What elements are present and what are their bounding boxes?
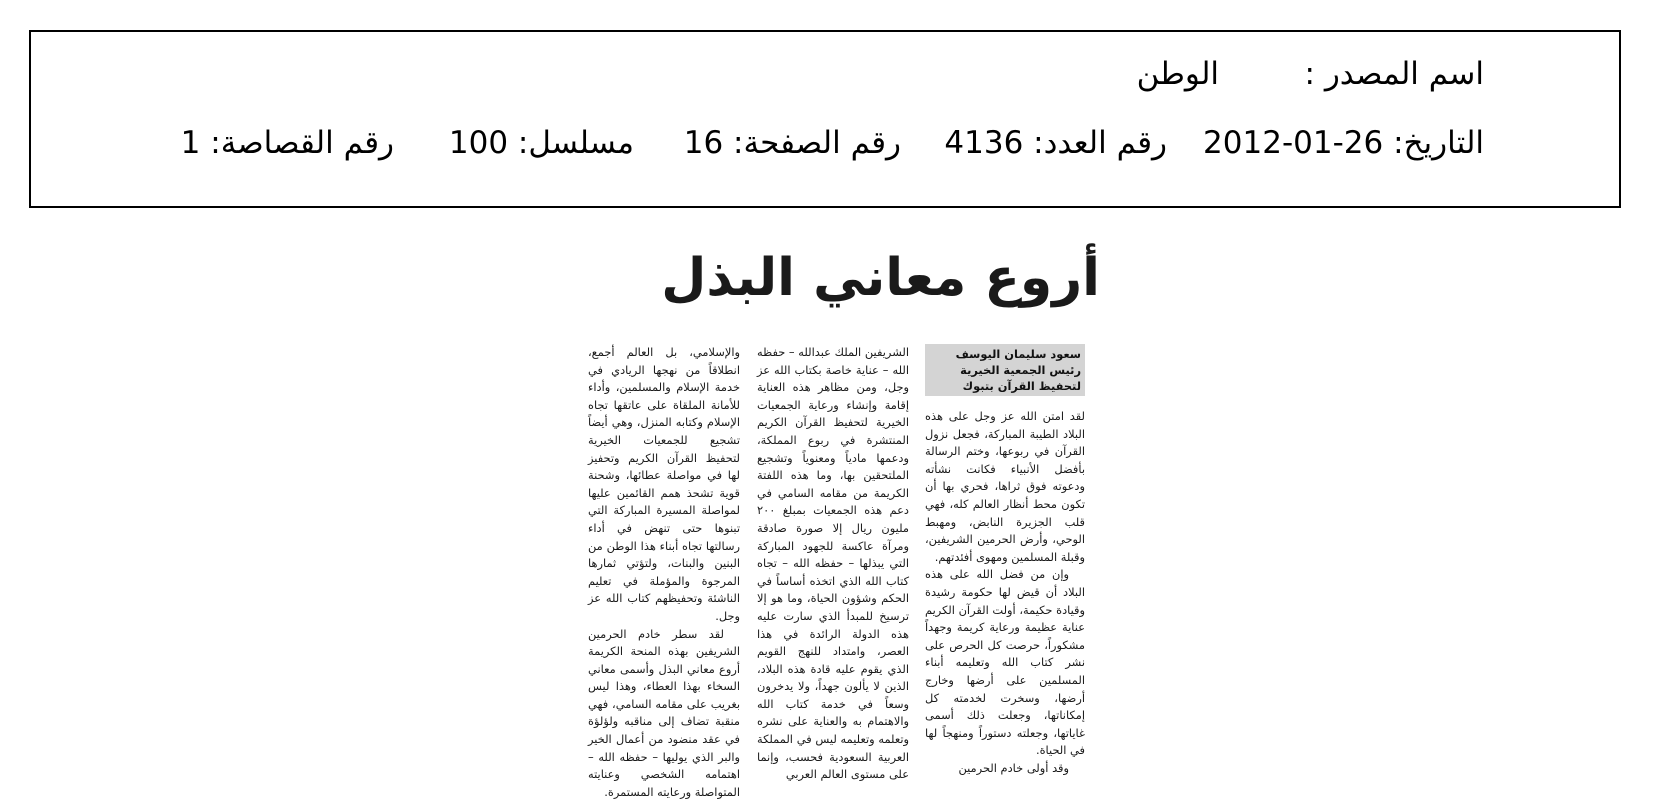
article-column-3: [588, 344, 740, 799]
paragraph: لقد امتن الله عز وجل على هذه البلاد الطيبة المباركة، فجعل نزول القرآن في ربوعها، وختم الرسالة بأفضل الأنبياء فكانت نشأته ودعوته فوق ثراها، فحري بها أن تكون محط أنظار العالم كله، فهي قلب الجزيرة النابض، ومهبط الوحي، وأرض الحرمين الشريفين، وقبلة المسلمين ومهوى أفئدتهم.: [925, 409, 1085, 564]
author-name: سعود سليمان اليوسف: [955, 347, 1081, 361]
date-field: التاريخ: 26-01-2012: [1203, 125, 1484, 161]
paragraph: والإسلامي، بل العالم أجمع، انطلاقاً من نهجها الريادي في خدمة الإسلام والمسلمين، وأداء للأمانة الملقاة على عاتقها تجاه الإسلام وكتابه المنزل، وهي أيضاً تشجيع للجمعيات الخيرية لتحفيظ القرآن الكريم وتحفيز لها في مواصلة عطائها، وشحنة قوية تشحذ همم القائمين عليها لمواصلة المسيرة المباركة التي تبنوها حتى تنهض في أداء رسالتها تجاه أبناء هذا الوطن من البنين والبنات، ولتؤتي ثمارها المرجوة والمؤملة في تعليم الناشئة وتحفيظهم كتاب الله عز وجل.: [588, 345, 740, 623]
author-byline: [925, 344, 1085, 396]
article-column-2: [757, 344, 909, 782]
author-organization: لتحفيظ القرآن بتبوك: [962, 379, 1081, 393]
source-value: الوطن: [1136, 56, 1219, 92]
paragraph: لقد سطر خادم الحرمين الشريفين بهذه المنحة الكريمة أروع معاني البذل وأسمى معاني السخاء بهذا العطاء، وهذا ليس بغريب على مقامه السامي، فهي منقبة تضاف إلى مناقبه ولؤلؤة في عقد منضود من أعمال الخير والبر الذي يوليها – حفظه الله – اهتمامه الشخصي وعنايته المتواصلة ورعايته المستمرة.: [588, 626, 740, 799]
page-number-field: رقم الصفحة: 16: [683, 125, 901, 161]
article-column-1: [924, 408, 1085, 775]
paragraph: الشريفين الملك عبدالله – حفظه الله – عناية خاصة بكتاب الله عز وجل، ومن مظاهر هذه العناية إقامة وإنشاء ورعاية الجمعيات الخيرية لتحفيظ القرآن الكريم المنتشرة في ربوع المملكة، ودعمها مادياً ومعنوياً وتشجيع الملتحقين بها، وما هذه اللفتة الكريمة من مقامه السامي في دعم هذه الجمعيات بمبلغ ٢٠٠ مليون ريال إلا صورة صادقة ومرآة عاكسة للجهود المباركة التي يبذلها – حفظه الله – تجاه كتاب الله الذي اتخذه أساساً في الحكم وشؤون الحياة، وما هو إلا ترسيخ للمبدأ الذي سارت عليه هذه الدولة الرائدة في هذا العصر، وامتداد للنهج القويم الذي يقوم عليه قادة هذه البلاد، الذين لا يألون جهداً، ولا يدخرون وسعاً في خدمة كتاب الله والاهتمام به والعناية على نشره وتعلمه وتعليمه ليس في المملكة العربية السعودية فحسب، وإنما على مستوى العالم العربي: [757, 345, 909, 782]
source-label: اسم المصدر :: [1304, 56, 1484, 92]
paragraph: وإن من فضل الله على هذه البلاد أن قيض لها حكومة رشيدة وقيادة حكيمة، أولت القرآن الكريم عناية عظيمة ورعاية كريمة وجهداً مشكوراً، حرصت كل الحرص على نشر كتاب الله وتعليمه أبناء المسلمين على أرضها وخارج أرضها، وسخرت لخدمته كل إمكاناتها، وجعلت ذلك أسمى غاياتها، وجعلته دستوراً ومنهجاً لها في الحياة.: [924, 567, 1085, 758]
article-headline: أروع معاني البذل: [661, 248, 1100, 308]
serial-field: مسلسل: 100: [448, 125, 634, 161]
author-title: رئيس الجمعية الخيرية: [960, 363, 1081, 377]
clipping-number-field: رقم القصاصة: 1: [180, 125, 394, 161]
source-info-box: [29, 30, 1621, 208]
paragraph: وقد أولى خادم الحرمين: [958, 760, 1069, 775]
issue-number-field: رقم العدد: 4136: [944, 125, 1167, 161]
